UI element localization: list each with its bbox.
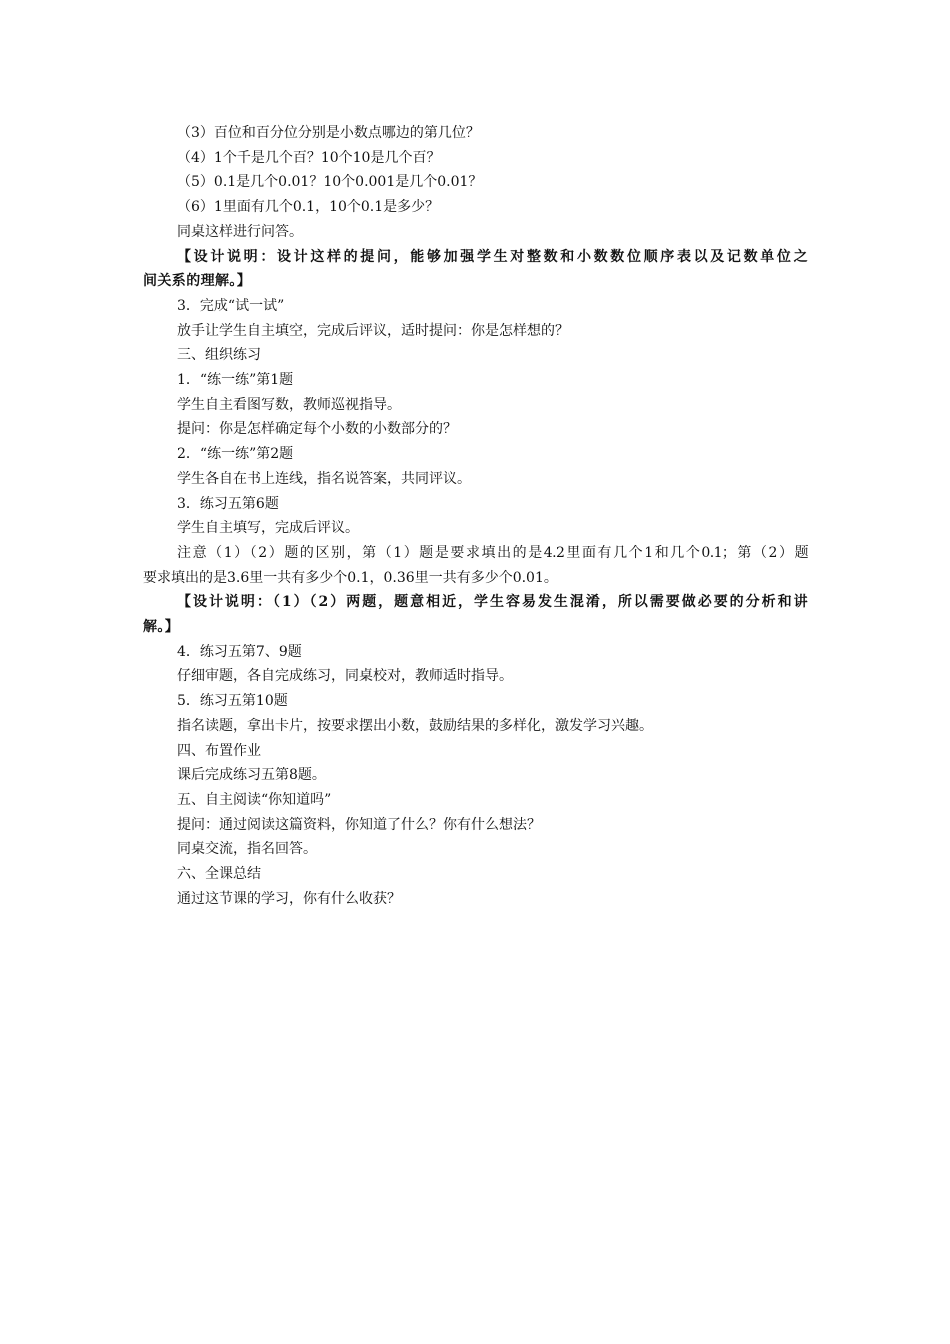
paragraph: 指名读题，拿出卡片，按要求摆出小数，鼓励结果的多样化，激发学习兴趣。: [177, 717, 653, 734]
design-note: 【设计说明：设计这样的提问，能够加强学生对整数和小数数位顺序表以及记数单位之: [177, 248, 808, 265]
paragraph: 通过这节课的学习，你有什么收获？: [177, 890, 401, 907]
document-body: [143, 121, 808, 912]
section-heading: 5．练习五第10题: [177, 693, 288, 710]
design-note-continued: 间关系的理解。】: [143, 273, 252, 290]
paragraph: 放手让学生自主填空，完成后评议，适时提问：你是怎样想的？: [177, 322, 569, 339]
section-heading: 1．“练一练”第1题: [177, 372, 294, 389]
paragraph: 学生自主填写，完成后评议。: [177, 520, 359, 537]
question-4: （4）1个千是几个百？10个10是几个百？: [177, 149, 441, 166]
paragraph: 同桌这样进行问答。: [177, 223, 303, 240]
question-6: （6）1里面有几个0.1，10个0.1是多少？: [177, 199, 440, 216]
question-5: （5）0.1是几个0.01？10个0.001是几个0.01？: [177, 174, 483, 191]
paragraph: 仔细审题，各自完成练习，同桌校对，教师适时指导。: [177, 668, 513, 685]
paragraph: 学生各自在书上连线，指名说答案，共同评议。: [177, 470, 471, 487]
question-3: （3）百位和百分位分别是小数点哪边的第几位？: [177, 125, 480, 141]
section-heading: 4．练习五第7、9题: [177, 643, 302, 660]
section-heading: 2．“练一练”第2题: [177, 446, 294, 463]
section-heading: 四、布置作业: [177, 742, 261, 759]
paragraph: 提问：你是怎样确定每个小数的小数部分的？: [177, 421, 457, 438]
paragraph: 学生自主看图写数，教师巡视指导。: [177, 396, 401, 413]
paragraph: 同桌交流，指名回答。: [177, 841, 317, 858]
section-heading: 五、自主阅读“你知道吗”: [177, 791, 332, 808]
section-heading: 3．练习五第6题: [177, 495, 279, 512]
design-note-continued: 解。】: [143, 619, 180, 636]
paragraph-continued: 要求填出的是3.6里一共有多少个0.1，0.36里一共有多少个0.01。: [143, 569, 558, 586]
paragraph: 提问：通过阅读这篇资料，你知道了什么？你有什么想法？: [177, 816, 541, 833]
section-heading: 三、组织练习: [177, 347, 261, 364]
section-heading: 六、全课总结: [177, 866, 261, 883]
section-heading: 3．完成“试一试”: [177, 297, 285, 314]
paragraph: 注意（1）（2）题的区别，第（1）题是要求填出的是4.2里面有几个1和几个0.1；第（2）题: [177, 544, 808, 561]
design-note: 【设计说明：（1）（2）两题，题意相近，学生容易发生混淆，所以需要做必要的分析和讲: [177, 594, 808, 611]
paragraph: 课后完成练习五第8题。: [177, 767, 326, 784]
